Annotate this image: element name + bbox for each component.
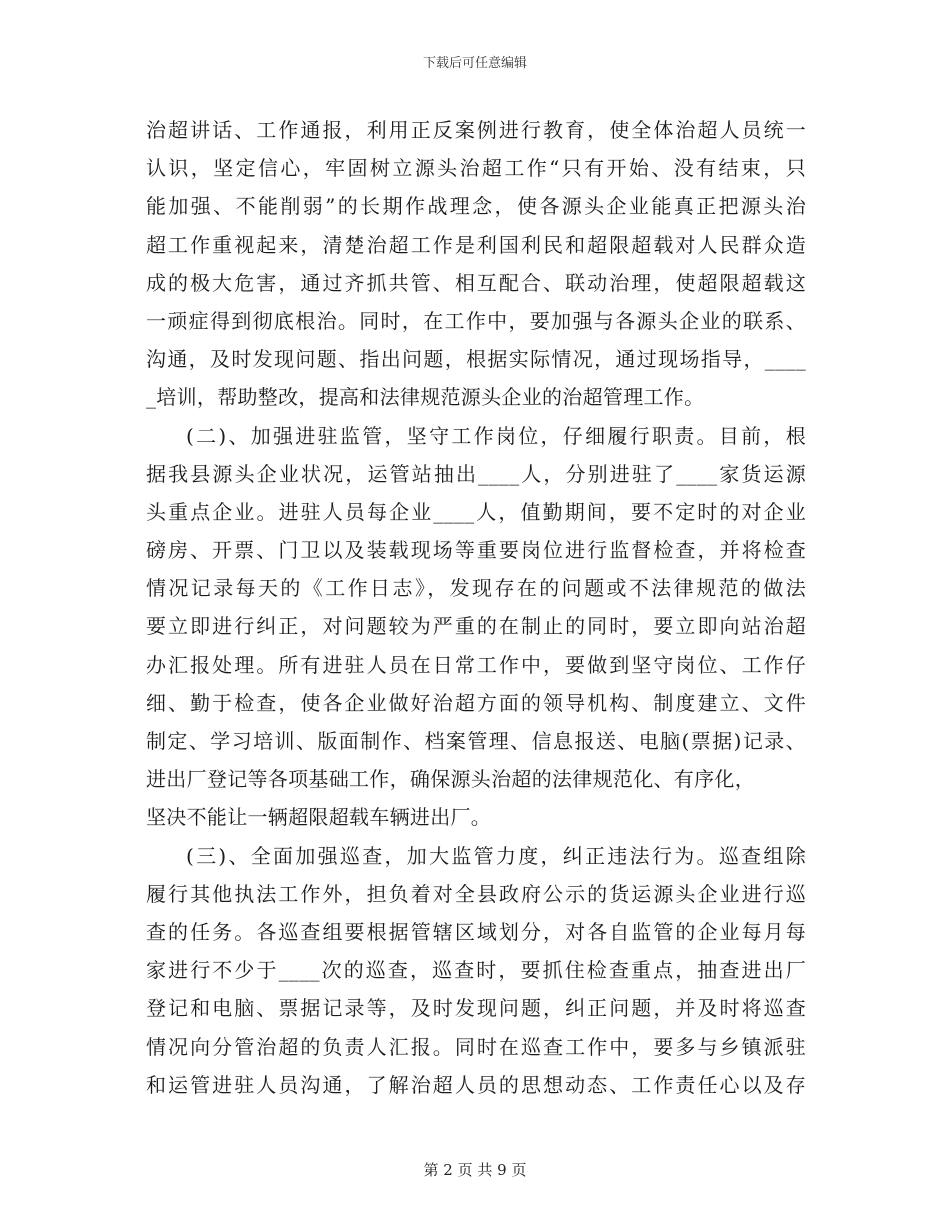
text-line: (二)、加强进驻监管，坚守工作岗位，仔细履行职责。目前，根 — [186, 423, 806, 448]
text-line: 磅房、开票、门卫以及装载现场等重要岗位进行监督检查，并将检查 — [146, 538, 806, 563]
text-line: 制定、学习培训、版面制作、档案管理、信息报送、电脑(票据)记录、 — [146, 729, 806, 753]
text-line: 办汇报处理。所有进驻人员在日常工作中，要做到坚守岗位、工作仔 — [146, 652, 806, 677]
text-line: 履行其他执法工作外，担负着对全县政府公示的货运源头企业进行巡 — [146, 881, 806, 906]
text-line: 查的任务。各巡查组要根据管辖区域划分，对各自监管的企业每月每 — [146, 919, 806, 944]
text-line: 细、勤于检查，使各企业做好治超方面的领导机构、制度建立、文件 — [146, 690, 806, 715]
text-line: 登记和电脑、票据记录等，及时发现问题，纠正问题，并及时将巡查 — [146, 996, 806, 1021]
text-line: 据我县源头企业状况，运管站抽出____人，分别进驻了____家货运源 — [146, 461, 806, 486]
text-line: 家进行不少于____次的巡查，巡查时，要抓住检查重点，抽查进出厂 — [146, 958, 806, 983]
text-line: 治超讲话、工作通报，利用正反案例进行教育，使全体治超人员统一 — [146, 118, 806, 142]
page-footer: 第 2 页 共 9 页 — [423, 1161, 527, 1179]
text-line: 一顽症得到彻底根治。同时，在工作中，要加强与各源头企业的联系、 — [146, 308, 806, 333]
text-line: 情况向分管治超的负责人汇报。同时在巡查工作中，要多与乡镇派驻 — [146, 1034, 806, 1059]
text-line: 超工作重视起来，清楚治超工作是利国利民和超限超载对人民群众造 — [146, 232, 806, 257]
text-line: _培训，帮助整改，提高和法律规范源头企业的治超管理工作。 — [146, 385, 705, 410]
text-line: 情况记录每天的《工作日志》，发现存在的问题或不法律规范的做法 — [146, 576, 806, 601]
text-line: 成的极大危害，通过齐抓共管、相互配合、联动治理，使超限超载这 — [146, 270, 806, 295]
text-line: 和运管进驻人员沟通，了解治超人员的思想动态、工作责任心以及存 — [146, 1072, 806, 1097]
text-line: 能加强、不能削弱”的长期作战理念，使各源头企业能真正把源头治 — [146, 194, 806, 219]
text-line: (三)、全面加强巡查，加大监管力度，纠正违法行为。巡查组除 — [186, 843, 806, 868]
text-line: 认识，坚定信心，牢固树立源头治超工作“只有开始、没有结束，只 — [146, 156, 806, 181]
document-body — [146, 111, 806, 1104]
text-line: 沟通，及时发现问题、指出问题，根据实际情况，通过现场指导，____ — [146, 347, 806, 372]
text-line: 进出厂登记等各项基础工作，确保源头治超的法律规范化、有序化， — [146, 767, 755, 792]
page-header: 下载后可任意编辑 — [422, 56, 527, 71]
text-line: 坚决不能让一辆超限超载车辆进出厂。 — [146, 805, 492, 830]
text-line: 要立即进行纠正，对问题较为严重的在制止的同时，要立即向站治超 — [146, 614, 806, 639]
text-line: 头重点企业。进驻人员每企业____人，值勤期间，要不定时的对企业 — [146, 499, 806, 524]
